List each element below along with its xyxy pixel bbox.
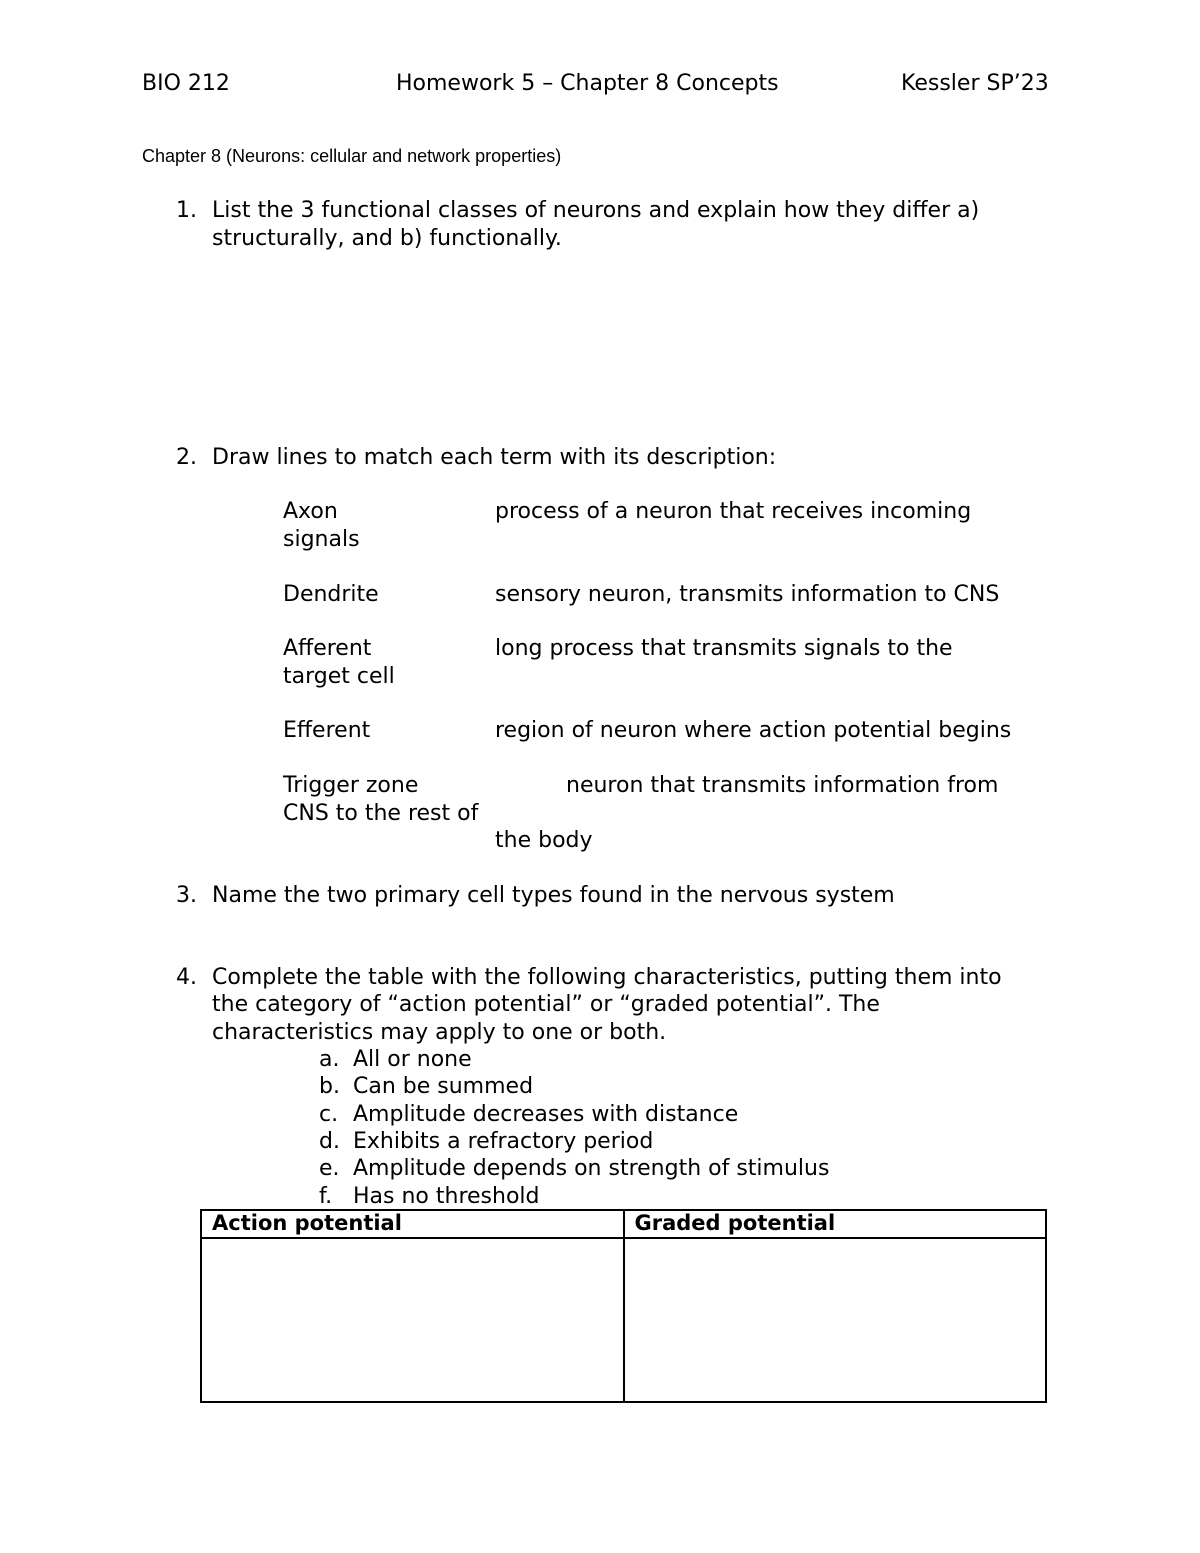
q4-text-line3: characteristics may apply to one or both.	[212, 1020, 667, 1045]
list-letter: f.	[319, 1184, 333, 1209]
desc-2: sensory neuron, transmits information to CNS	[495, 582, 1000, 607]
header-action-potential: Action potential	[201, 1210, 624, 1238]
q1-number: 1.	[176, 198, 197, 223]
desc-5-cont2: the body	[495, 828, 593, 853]
action-potential-cell[interactable]	[201, 1238, 624, 1402]
list-letter: c.	[319, 1102, 339, 1127]
q2-number: 2.	[176, 445, 197, 470]
potential-table	[200, 1209, 1047, 1403]
document-title: Homework 5 – Chapter 8 Concepts	[396, 71, 779, 96]
q4-text-line2: the category of “action potential” or “graded potential”. The	[212, 992, 880, 1017]
desc-4: region of neuron where action potential begins	[495, 718, 1012, 743]
list-item: Can be summed	[353, 1074, 534, 1099]
list-letter: b.	[319, 1074, 340, 1099]
q2-text: Draw lines to match each term with its description:	[212, 445, 777, 470]
chapter-heading: Chapter 8 (Neurons: cellular and network properties)	[142, 146, 562, 166]
q3-number: 3.	[176, 883, 197, 908]
list-letter: a.	[319, 1047, 340, 1072]
graded-potential-cell[interactable]	[624, 1238, 1047, 1402]
q4-text-line1: Complete the table with the following characteristics, putting them into	[212, 965, 1002, 990]
term-afferent: Afferent	[283, 636, 372, 661]
header-graded-potential: Graded potential	[624, 1210, 1047, 1238]
q1-text-line2: structurally, and b) functionally.	[212, 226, 562, 251]
course-code: BIO 212	[142, 71, 230, 96]
list-item: Exhibits a refractory period	[353, 1129, 654, 1154]
desc-3: long process that transmits signals to the	[495, 636, 953, 661]
list-item: Amplitude decreases with distance	[353, 1102, 739, 1127]
desc-5: neuron that transmits information from	[566, 773, 999, 798]
term-axon: Axon	[283, 499, 338, 524]
list-item: Amplitude depends on strength of stimulus	[353, 1156, 830, 1181]
author-term: Kessler SP’23	[901, 71, 1049, 96]
desc-1-cont: signals	[283, 527, 360, 552]
q4-number: 4.	[176, 965, 197, 990]
list-item: All or none	[353, 1047, 472, 1072]
list-item: Has no threshold	[353, 1184, 540, 1209]
desc-1: process of a neuron that receives incoming	[495, 499, 972, 524]
list-letter: d.	[319, 1129, 340, 1154]
term-dendrite: Dendrite	[283, 582, 379, 607]
desc-3-cont: target cell	[283, 664, 395, 689]
q1-text-line1: List the 3 functional classes of neurons and explain how they differ a)	[212, 198, 980, 223]
term-trigger-zone: Trigger zone	[283, 773, 419, 798]
list-letter: e.	[319, 1156, 340, 1181]
term-efferent: Efferent	[283, 718, 371, 743]
table-row	[201, 1238, 1046, 1402]
desc-5-cont: CNS to the rest of	[283, 801, 479, 826]
table-header-row	[201, 1210, 1046, 1238]
q3-text: Name the two primary cell types found in the nervous system	[212, 883, 895, 908]
